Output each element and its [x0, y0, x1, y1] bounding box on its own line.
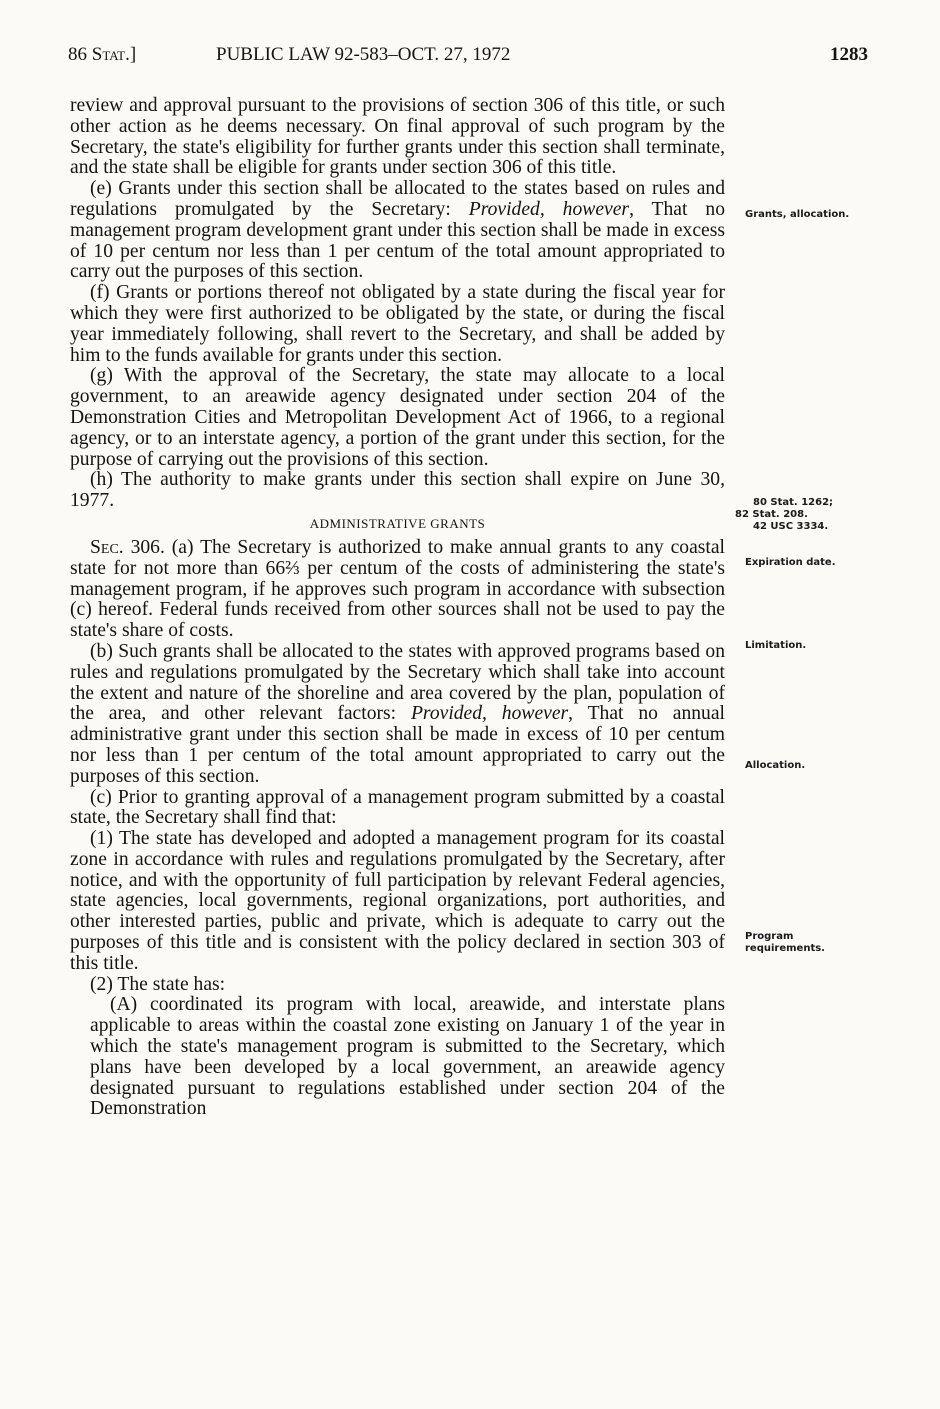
margin-note-allocation: Allocation. [745, 760, 806, 771]
section-306-a [70, 538, 725, 642]
paragraph-b-proviso: Provided, however [410, 703, 569, 725]
paragraph-g: (g) With the approval of the Secretary, the state may allocate to a local government, to an areawide agency designated under section 204 of the Demonstration Cities and Metropolitan Development Act of 1966, to a regional agency, or to an interstate agency, a portion of the grant under this section, for the purpose of carrying out the provisions of this section. [70, 365, 725, 470]
running-header [68, 44, 868, 74]
paragraph-b [70, 642, 725, 788]
citation-line-1: 80 Stat. 1262; [753, 497, 834, 508]
section-306-a-text: 306. (a) The Secretary is authorized to make annual grants to any coastal state for not more than 66⅔ per centum of the costs of administering the state's management program, if he approves such program in accordance with subsection (c) hereof. Federal funds received from other sources shall not be used to pay the state's share of costs. [70, 536, 725, 642]
paragraph-b-text: (b) Such grants shall be allocated to the states with approved programs based on rules and regulations promulgated by the Secretary which shall take into account the extent and nature of the shoreline and area covered by the plan, population of the area, and other relevant factors: [70, 640, 725, 725]
stat-volume-word: Stat. [91, 44, 130, 65]
law-title: PUBLIC LAW 92-583–OCT. 27, 1972 [216, 44, 511, 65]
stat-volume-number: 86 [68, 44, 87, 65]
paragraph-e-text: (e) Grants under this section shall be allocated to the states based on rules and regulations promulgated by the Secretary: [70, 178, 725, 220]
page-number: 1283 [830, 44, 868, 65]
paragraph-e-proviso: Provided, however [468, 198, 630, 220]
paragraph-c-2-A: (A) coordinated its program with local, areawide, and interstate plans applicable to areas within the coastal zone existing on January 1 of the year in which the state's management program is submitted to the Secretary, which plans have been developed by a local government, an areawide agency designated pursuant to regulations established under section 204 of the Demonstration [90, 994, 725, 1120]
paragraph-h: (h) The authority to make grants under this section shall expire on June 30, 1977. [70, 469, 725, 512]
margin-note-grants-allocation: Grants, allocation. [745, 209, 850, 220]
margin-note-citation [735, 497, 875, 533]
paragraph-f: (f) Grants or portions thereof not obligated by a state during the fiscal year for which they were first authorized to be obligated by the state, or during the fiscal year immediately following, shall revert to the Secretary, and shall be added by him to the funds available for grants under this section. [70, 282, 725, 366]
citation-line-3: 42 USC 3334. [753, 521, 829, 532]
paragraph-c-1: (1) The state has developed and adopted a management program for its coastal zone in accordance with rules and regulations promulgated by the Secretary, after notice, and with the opportunity of full participation by relevant Federal agencies, state agencies, local governments, regional organizations, port authorities, and other interested parties, public and private, which is adequate to carry out the purposes of this title and is consistent with the policy declared in section 303 of this title. [70, 828, 725, 974]
section-label: Sec. [90, 536, 124, 558]
paragraph-b-text-end: , That no annual administrative grant under this section shall be made in excess of 10 per centum nor less than 1 per centum of the total amount appropriated to carry out the purposes of this section. [70, 703, 725, 787]
margin-note-expiration: Expiration date. [745, 557, 836, 568]
body-text [70, 96, 725, 1120]
margin-note-limitation: Limitation. [745, 640, 807, 651]
margin-note-program-requirements: Program requirements. [745, 931, 825, 954]
stat-volume-bracket: ] [129, 44, 137, 65]
paragraph-continuation: review and approval pursuant to the provisions of section 306 of this title, or such other action as he deems necessary. On final approval of such program by the Secretary, the state's eligibility for further grants under this section shall terminate, and the state shall be eligible for grants under section 306 of this title. [70, 95, 725, 179]
stat-volume [68, 44, 136, 66]
paragraph-e [70, 179, 725, 283]
section-heading: ADMINISTRATIVE GRANTS [309, 515, 486, 531]
paragraph-c-2: (2) The state has: [90, 973, 226, 995]
citation-line-2: 82 Stat. 208. [735, 509, 808, 520]
paragraph-c: (c) Prior to granting approval of a management program submitted by a coastal state, the Secretary shall find that: [70, 786, 725, 829]
paragraph-e-text-end: , That no management program development grant under this section shall be made in excess of 10 per centum nor less than 1 per centum of the total amount appropriated to carry out the purposes of this section. [70, 198, 725, 283]
